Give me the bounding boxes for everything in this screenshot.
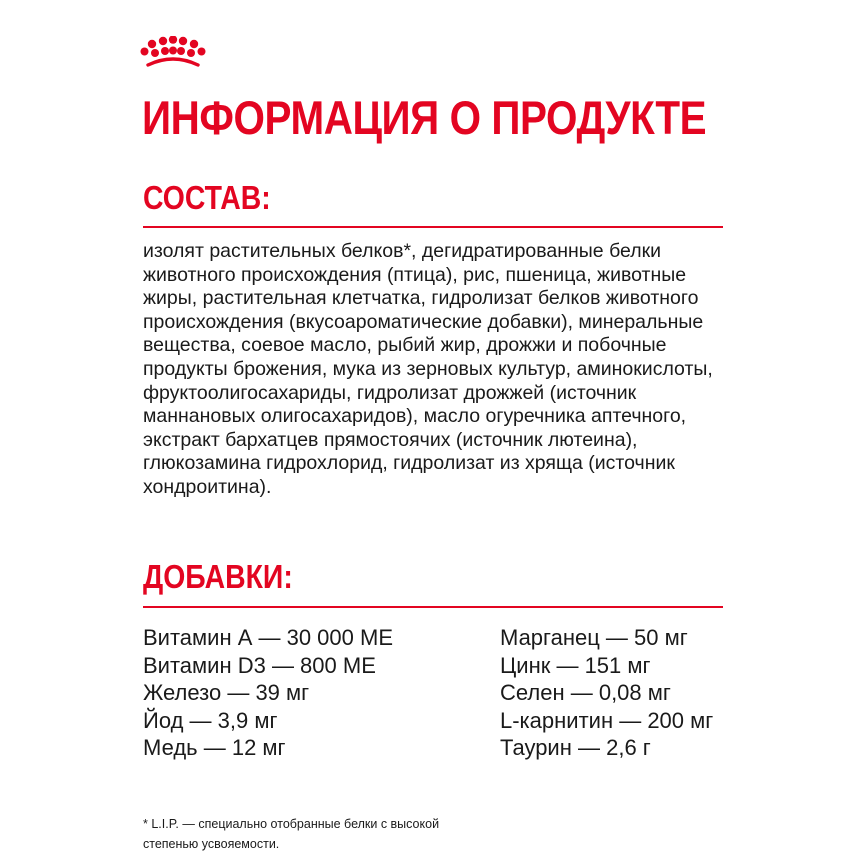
additive-manganese: Марганец — 50 мг [500,625,688,650]
additive-copper: Медь — 12 мг [143,735,286,760]
composition-heading: СОСТАВ: [143,179,271,216]
additives-divider [143,606,723,608]
royal-canin-crown-icon [140,36,206,72]
additive-selenium: Селен — 0,08 мг [500,680,671,705]
additive-iodine: Йод — 3,9 мг [143,707,278,733]
additives-list-left [143,624,393,762]
additive-l-carnitine: L-карнитин — 200 мг [500,707,714,733]
additive-vitamin-a: Витамин А — 30 000 МЕ [143,625,394,650]
composition-divider [143,226,723,228]
additive-taurine: Таурин — 2,6 г [500,735,651,760]
composition-text: изолят растительных белков*, дегидратированные белки животного происхождения (птица), рис, пшеница, животные жиры, растительная клетчатка, гидролизат белков животного происхождения (вкусоароматические добавки), минеральные вещества, соевое масло, рыбий жир, дрожжи и побочные продукты брожения, мука из зерновых культур, аминокислоты, фруктоолигосахариды, гидролизат дрожжей (источник маннановых олигосахаридов), масло огуречника аптечного, экстракт бархатцев прямостоячих (источник лютеина), глюкозамина гидрохлорид, гидролизат из хряща (источник хондроитина). [143,240,713,498]
additive-iron: Железо — 39 мг [143,680,310,705]
additive-vitamin-d3: Витамин D3 — 800 МЕ [143,652,376,678]
footnote: * L.I.P. — специально отобранные белки с высокой степенью усвояемости. [143,817,440,851]
additive-zinc: Цинк — 151 мг [500,652,651,678]
page-title: ИНФОРМАЦИЯ О ПРОДУКТЕ [142,91,707,144]
additives-list-right [500,624,713,762]
additives-heading: ДОБАВКИ: [143,558,293,595]
